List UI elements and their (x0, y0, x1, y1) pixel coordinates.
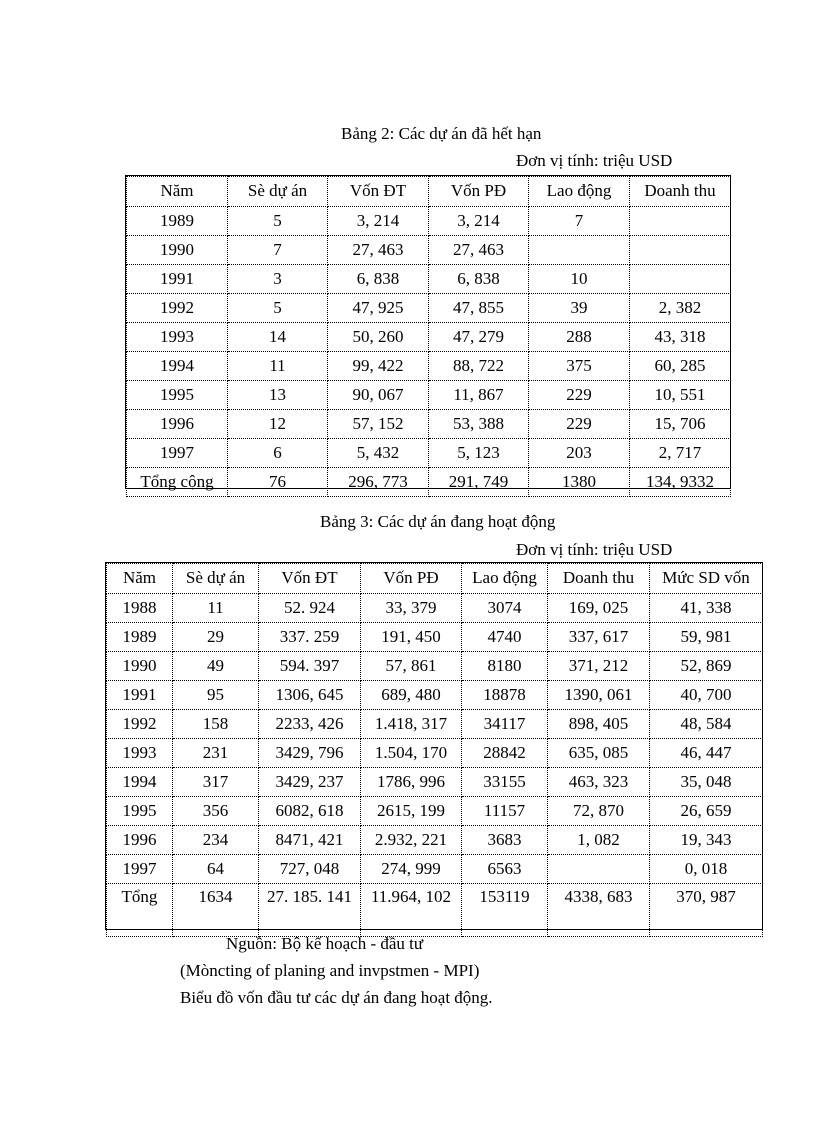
table3-header-cell: Sè dự án (173, 564, 259, 594)
table-cell: 291, 749 (429, 468, 529, 497)
table-cell: 317 (173, 768, 259, 797)
table-cell: 41, 338 (650, 594, 763, 623)
table-cell: 6, 838 (328, 265, 429, 294)
table-cell: 5, 432 (328, 439, 429, 468)
table-row (107, 710, 763, 739)
table2-unit: Đơn vị tính: triệu USD (516, 151, 673, 170)
table2-header-cell: Vốn PĐ (429, 177, 529, 207)
table-cell: 99, 422 (328, 352, 429, 381)
table-row (127, 236, 731, 265)
table-cell: 48, 584 (650, 710, 763, 739)
table-cell: 11, 867 (429, 381, 529, 410)
table-cell: 6, 838 (429, 265, 529, 294)
table-row (127, 381, 731, 410)
table-cell: 4740 (462, 623, 548, 652)
table-cell: 191, 450 (361, 623, 462, 652)
table-cell: 229 (529, 410, 630, 439)
table-cell: 1994 (127, 352, 228, 381)
table-cell: 2, 382 (630, 294, 731, 323)
table-cell: 5, 123 (429, 439, 529, 468)
table-cell: 1995 (107, 797, 173, 826)
table-cell: 5 (228, 294, 328, 323)
table-cell: 95 (173, 681, 259, 710)
table-cell: 28842 (462, 739, 548, 768)
table3-unit: Đơn vị tính: triệu USD (516, 540, 673, 559)
table-cell: 19, 343 (650, 826, 763, 855)
table-cell: 11 (173, 594, 259, 623)
table-row-total (107, 884, 763, 937)
table-cell: 1993 (107, 739, 173, 768)
table-cell: 64 (173, 855, 259, 884)
table-cell (548, 855, 650, 884)
table-cell: 158 (173, 710, 259, 739)
table-cell: 203 (529, 439, 630, 468)
table-cell: 13 (228, 381, 328, 410)
table-cell: 34117 (462, 710, 548, 739)
table-cell: 90, 067 (328, 381, 429, 410)
table-cell: 234 (173, 826, 259, 855)
table-cell: 0, 018 (650, 855, 763, 884)
table-cell: 1380 (529, 468, 630, 497)
table-cell: 375 (529, 352, 630, 381)
table-cell: 12 (228, 410, 328, 439)
table-cell: 6563 (462, 855, 548, 884)
table-cell: 4338, 683 (548, 884, 650, 937)
table-cell: 2615, 199 (361, 797, 462, 826)
table-cell: 463, 323 (548, 768, 650, 797)
table-cell: 1995 (127, 381, 228, 410)
table-row (127, 439, 731, 468)
table-cell: 88, 722 (429, 352, 529, 381)
chart-title-line: Biểu đồ vốn đầu tư các dự án đang hoạt động. (180, 988, 493, 1007)
table-cell: 3, 214 (429, 207, 529, 236)
table-cell: 2233, 426 (259, 710, 361, 739)
table-cell: Tổng (107, 884, 173, 937)
table-cell: 3429, 237 (259, 768, 361, 797)
table-cell: 3 (228, 265, 328, 294)
table-cell: 72, 870 (548, 797, 650, 826)
table-cell: 1.418, 317 (361, 710, 462, 739)
table-cell: 2.932, 221 (361, 826, 462, 855)
table-cell: 1992 (127, 294, 228, 323)
table-cell: 6 (228, 439, 328, 468)
source-line: Nguồn: Bộ kế hoạch - đầu tư (226, 934, 424, 953)
table-cell: 57, 152 (328, 410, 429, 439)
table2-header-cell: Lao động (529, 177, 630, 207)
table-cell: 296, 773 (328, 468, 429, 497)
table-cell: 153119 (462, 884, 548, 937)
table-cell: 1989 (127, 207, 228, 236)
table-cell: 898, 405 (548, 710, 650, 739)
table-cell: 33155 (462, 768, 548, 797)
table-cell: 1993 (127, 323, 228, 352)
table-cell: 1996 (127, 410, 228, 439)
table-cell: 53, 388 (429, 410, 529, 439)
table-cell (630, 265, 731, 294)
table-row (107, 826, 763, 855)
table-cell: 1.504, 170 (361, 739, 462, 768)
table2-header-cell: Vốn ĐT (328, 177, 429, 207)
table-cell: 27. 185. 141 (259, 884, 361, 937)
table-cell: 29 (173, 623, 259, 652)
table-cell: 356 (173, 797, 259, 826)
table-row-total (127, 468, 731, 497)
table2-header-row (127, 177, 731, 207)
table-cell: 1634 (173, 884, 259, 937)
table-row (127, 265, 731, 294)
table3-header-cell: Năm (107, 564, 173, 594)
table-cell: 11157 (462, 797, 548, 826)
table-cell: 52. 924 (259, 594, 361, 623)
table-cell: 57, 861 (361, 652, 462, 681)
table2-header-cell: Năm (127, 177, 228, 207)
table-cell: 1991 (127, 265, 228, 294)
table-cell: 26, 659 (650, 797, 763, 826)
table-cell: 7 (529, 207, 630, 236)
table-row (107, 797, 763, 826)
table-cell: 288 (529, 323, 630, 352)
table-cell: 274, 999 (361, 855, 462, 884)
table-cell: 1, 082 (548, 826, 650, 855)
table-row (107, 681, 763, 710)
table-row (127, 323, 731, 352)
table-cell: 169, 025 (548, 594, 650, 623)
table3-header-cell: Vốn PĐ (361, 564, 462, 594)
table-cell: 49 (173, 652, 259, 681)
table3-caption: Bảng 3: Các dự án đang hoạt động (320, 512, 556, 531)
table-row (107, 855, 763, 884)
table3-header-cell: Doanh thu (548, 564, 650, 594)
table-cell: 60, 285 (630, 352, 731, 381)
table2 (126, 176, 731, 497)
table-row (127, 410, 731, 439)
table3 (106, 563, 763, 937)
table-cell: 8180 (462, 652, 548, 681)
table-cell: 1390, 061 (548, 681, 650, 710)
table-cell: 635, 085 (548, 739, 650, 768)
table-cell: 52, 869 (650, 652, 763, 681)
table-row (107, 623, 763, 652)
table-cell: 1992 (107, 710, 173, 739)
table-cell (529, 236, 630, 265)
table-cell (630, 207, 731, 236)
table-cell: 10, 551 (630, 381, 731, 410)
table-cell: 1786, 996 (361, 768, 462, 797)
table-cell: 231 (173, 739, 259, 768)
table-cell: 3074 (462, 594, 548, 623)
table-cell: 371, 212 (548, 652, 650, 681)
table-cell: 3429, 796 (259, 739, 361, 768)
table-cell: 370, 987 (650, 884, 763, 937)
table-cell: 6082, 618 (259, 797, 361, 826)
table-cell: 5 (228, 207, 328, 236)
table-cell: 35, 048 (650, 768, 763, 797)
table-cell: 11.964, 102 (361, 884, 462, 937)
table-cell: 46, 447 (650, 739, 763, 768)
table2-caption: Bảng 2: Các dự án đã hết hạn (341, 124, 542, 143)
table-cell: 594. 397 (259, 652, 361, 681)
table-cell: 1990 (127, 236, 228, 265)
table-cell: 1991 (107, 681, 173, 710)
table-cell: 337. 259 (259, 623, 361, 652)
table-row (107, 768, 763, 797)
source-org-line: (Mòncting of planing and invpstmen - MPI) (180, 961, 480, 980)
table-cell: 18878 (462, 681, 548, 710)
table-cell: 39 (529, 294, 630, 323)
table3-header-cell: Vốn ĐT (259, 564, 361, 594)
table-row (107, 652, 763, 681)
table-cell: 2, 717 (630, 439, 731, 468)
table3-header-row (107, 564, 763, 594)
table-cell: 43, 318 (630, 323, 731, 352)
table-cell: 337, 617 (548, 623, 650, 652)
table-cell: 40, 700 (650, 681, 763, 710)
table-cell (630, 236, 731, 265)
table-row (107, 739, 763, 768)
table-cell: 1988 (107, 594, 173, 623)
table-cell: 33, 379 (361, 594, 462, 623)
table3-header-cell: Mức SD vốn (650, 564, 763, 594)
table-cell: 27, 463 (429, 236, 529, 265)
table-row (127, 294, 731, 323)
table-cell: 727, 048 (259, 855, 361, 884)
table-row (127, 352, 731, 381)
table-cell: 1997 (127, 439, 228, 468)
table-row (127, 207, 731, 236)
table-cell: 27, 463 (328, 236, 429, 265)
table-cell: 76 (228, 468, 328, 497)
table-cell: 1997 (107, 855, 173, 884)
table-row (107, 594, 763, 623)
table-cell: 10 (529, 265, 630, 294)
table-cell: 689, 480 (361, 681, 462, 710)
table-cell: 47, 925 (328, 294, 429, 323)
table-cell: 1996 (107, 826, 173, 855)
table2-header-cell: Sè dự án (228, 177, 328, 207)
table-cell: 1990 (107, 652, 173, 681)
table-cell: 11 (228, 352, 328, 381)
table-cell: 8471, 421 (259, 826, 361, 855)
table-cell: 3, 214 (328, 207, 429, 236)
table-cell: 7 (228, 236, 328, 265)
table-cell: 15, 706 (630, 410, 731, 439)
table-cell: Tổng cộng (127, 468, 228, 497)
table3-header-cell: Lao động (462, 564, 548, 594)
table-cell: 229 (529, 381, 630, 410)
table-cell: 1989 (107, 623, 173, 652)
table-cell: 47, 855 (429, 294, 529, 323)
table-cell: 1306, 645 (259, 681, 361, 710)
table-cell: 59, 981 (650, 623, 763, 652)
table-cell: 3683 (462, 826, 548, 855)
table-cell: 47, 279 (429, 323, 529, 352)
table-cell: 14 (228, 323, 328, 352)
table2-header-cell: Doanh thu (630, 177, 731, 207)
table-cell: 1994 (107, 768, 173, 797)
table-cell: 50, 260 (328, 323, 429, 352)
table-cell: 134, 9332 (630, 468, 731, 497)
